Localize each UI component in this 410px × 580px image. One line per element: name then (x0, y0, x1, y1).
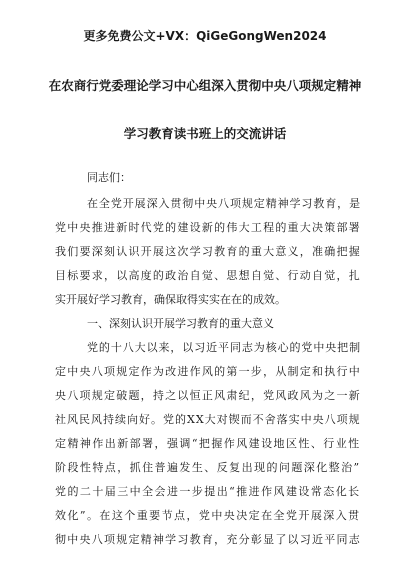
section-heading: 一、深刻认识开展学习教育的重大意义 (87, 317, 274, 330)
body-line: 定精神作出新部署，强调“把握作风建设地区性、行业性 (55, 437, 361, 450)
body-line: 我们要深刻认识开展这次学习教育的重大意义，准确把握 (55, 245, 361, 258)
body-line: 定中央八项规定作为改进作风的第一步，从制定和执行中 (55, 365, 361, 378)
body-line: 彻中央八项规定精神学习教育，充分彰显了以习近平同志 (55, 533, 361, 546)
body-line: 实开展好学习教育，确保取得实实在在的成效。 (55, 293, 286, 306)
document-title-line-2: 学习教育读书班上的交流讲话 (123, 126, 287, 141)
body-line: 效化”。在这个重要节点，党中央决定在全党开展深入贯 (55, 509, 361, 522)
salutation: 同志们： (87, 171, 131, 184)
body-line: 目标要求，以高度的政治自觉、思想自觉、行动自觉，扎 (55, 269, 361, 282)
body-line: 阶段性特点，抓住普遍发生、反复出现的问题深化整治” (55, 461, 361, 474)
body-line: 党中央推进新时代党的建设新的伟大工程的重大决策部署 (55, 221, 361, 234)
page-header-watermark: 更多免费公文+VX：QiGeGongWen2024 (83, 29, 327, 43)
document-title-line-1: 在农商行党委理论学习中心组深入贯彻中央八项规定精神 (48, 78, 362, 93)
body-line: 社风民风持续向好。党的XX大对锲而不舍落实中央八项规 (55, 413, 361, 426)
body-line: 央八项规定破题，持之以恒正风肃纪，党风政风为之一新 (55, 389, 361, 402)
body-line: 党的十八大以来，以习近平同志为核心的党中央把制 (87, 341, 361, 354)
body-line: 在全党开展深入贯彻中央八项规定精神学习教育，是 (87, 197, 361, 210)
body-line: 党的二十届三中全会进一步提出“推进作风建设常态化长 (55, 485, 361, 498)
